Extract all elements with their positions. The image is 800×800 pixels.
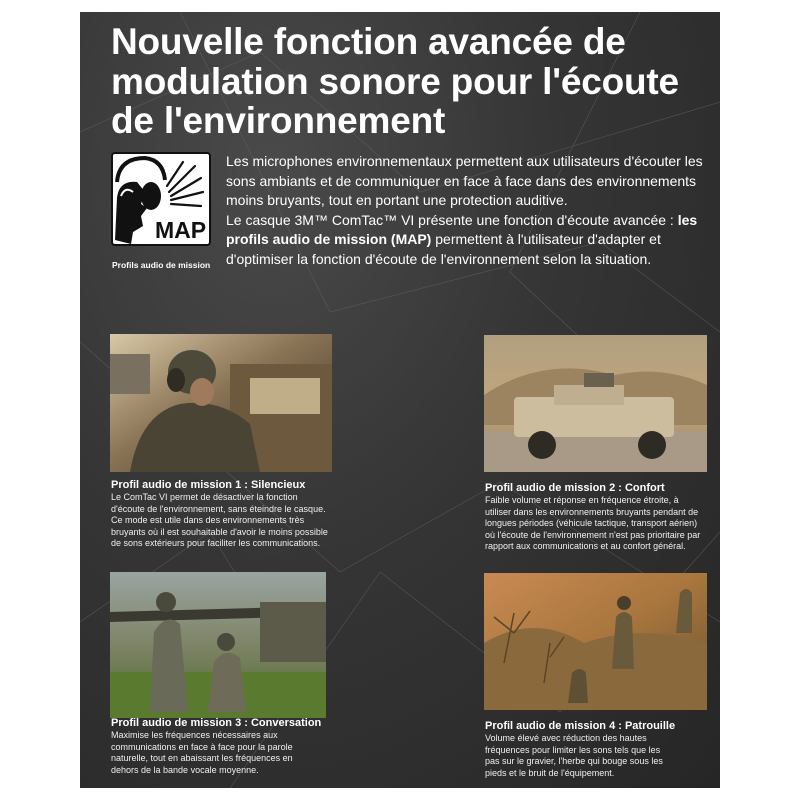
profile-4-caption [485,720,707,779]
page-title: Nouvelle fonction avancée de modulation sonore pour l'écoute de l'environnement [111,21,679,141]
intro-paragraph-1: Les microphones environnementaux permettent aux utilisateurs d'écouter les sons ambiants et de communiquer en face à face dans des environnements moins bruyants, tout en portant une protection auditive. [226,153,703,208]
intro-text [226,152,716,269]
intro-paragraph-2: Le casque 3M™ ComTac™ VI présente une fonction d'écoute avancée : les profils audio de mission (MAP) permettent à l'utilisateur d'adapter et d'optimiser la fonction d'écoute de l'environnement selon la situation. [226,211,698,267]
profile-4-description: Volume élevé avec réduction des hautes fréquences pour limiter les sons tels que les pas sur le gravier, l'herbe qui bouge sous les pieds et le bruit de l'équipement. [485,733,663,778]
map-caption: Profils audio de mission [112,260,211,270]
photo-conversation-profile [110,572,326,718]
map-icon-label: MAP [155,217,207,243]
profile-1-description: Le ComTac VI permet de désactiver la fonction d'écoute de l'environnement, sans éteindre le casque. Ce mode est utile dans des environnements très bruyants où il est souhaitable d'avoir le moins possible de sons extérieurs pour faciliter les communications. [111,492,328,549]
profile-3-title: Profil audio de mission 3 : Conversation [111,717,322,729]
map-icon [111,152,211,246]
profile-4-title: Profil audio de mission 4 : Patrouille [485,720,676,732]
profile-2-title: Profil audio de mission 2 : Confort [485,482,665,494]
document-panel [80,12,720,788]
photo-comfort-profile [484,335,707,472]
profile-2-caption [485,482,707,553]
photo-patrol-profile [484,573,707,710]
intro-highlight: les profils audio de mission (MAP) [226,211,698,247]
profile-2-description: Faible volume et réponse en fréquence étroite, à utiliser dans les environnements bruyants pendant de longues périodes (véhicule tactique, transport aérien) où l'écoute de l'environnement n'est pas prioritaire par rapport aux communications et au confort général. [485,495,701,552]
profile-3-caption [111,717,371,776]
profile-3-description: Maximise les fréquences nécessaires aux communications en face à face pour la parole naturelle, tout en abaissant les fréquences en dehors de la bande vocale moyenne. [111,730,293,775]
profile-1-title: Profil audio de mission 1 : Silencieux [111,479,306,491]
profile-1-caption [111,479,331,550]
photo-silent-profile [110,334,332,472]
